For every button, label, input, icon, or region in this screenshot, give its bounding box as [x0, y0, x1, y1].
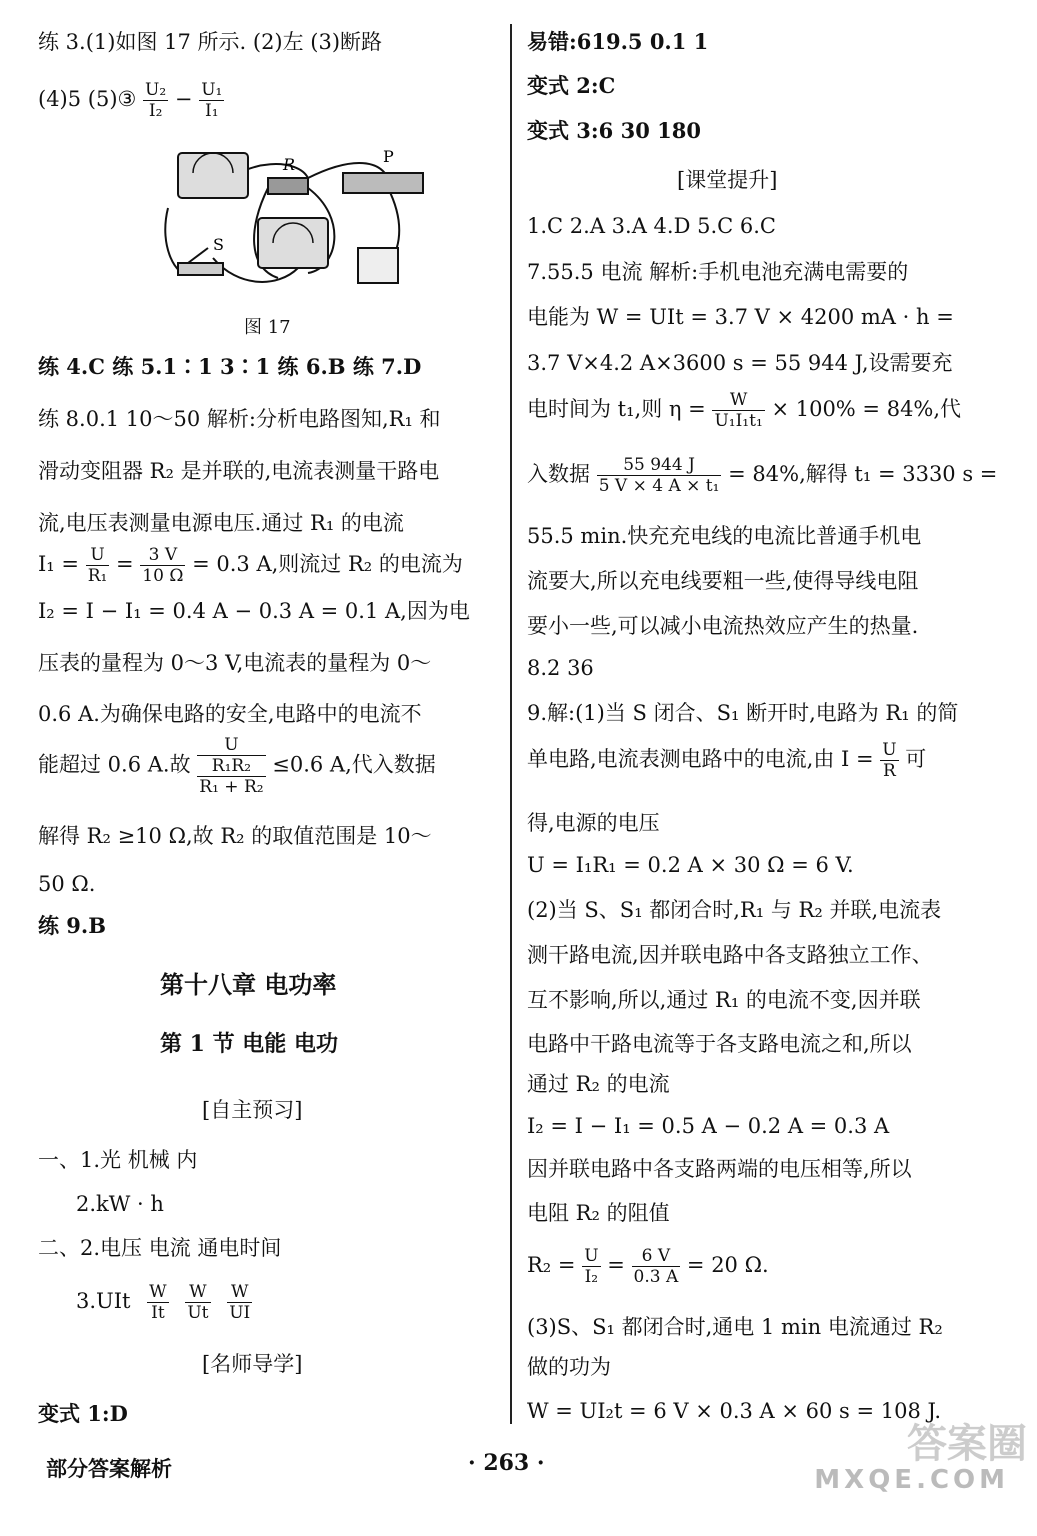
line: (3)S、S₁ 都闭合时,通电 1 min 电流通过 R₂: [527, 1315, 943, 1339]
resistor: [268, 178, 308, 194]
line: 互不影响,所以,通过 R₁ 的电流不变,因并联: [527, 988, 921, 1012]
line: [527, 390, 961, 431]
line: 9.解:(1)当 S 闭合、S₁ 断开时,电路为 R₁ 的简: [527, 701, 959, 725]
line: 要小一些,可以减小电流热效应产生的热量.: [527, 614, 919, 638]
line: 练 4.C 练 5.1∶1 3∶1 练 6.B 练 7.D: [38, 354, 422, 379]
switch: [178, 263, 223, 275]
line: [527, 1246, 769, 1287]
text: × 100% = 84%,代: [771, 397, 962, 421]
text: ≤0.6 A,代入数据: [272, 752, 436, 777]
fraction: $\frac{\text{U₁}}{\text{I₁}}$: [201, 80, 223, 121]
fraction: $\frac{U}{\text{R₁}}$: [87, 545, 108, 586]
line: 通过 R₂ 的电流: [527, 1072, 670, 1096]
line: U = I₁R₁ = 0.2 A × 30 Ω = 6 V.: [527, 853, 854, 877]
line: [38, 80, 224, 121]
line: [38, 28, 382, 56]
line: 电阻 R₂ 的阻值: [527, 1201, 670, 1225]
section-heading: [名师导学]: [202, 1352, 303, 1376]
circuit-figure: [158, 148, 428, 288]
section-heading: [课堂提升]: [677, 168, 778, 192]
line: 55.5 min.快充充电线的电流比普通手机电: [527, 524, 922, 548]
line: 流要大,所以充电线要粗一些,使得导线电阻: [527, 569, 919, 593]
watermark-logo: 答案圈: [907, 1421, 1027, 1467]
fraction: $\frac{W}{Ut}$: [187, 1282, 209, 1323]
line: 解得 R₂ ≥10 Ω,故 R₂ 的取值范围是 10～: [38, 824, 432, 848]
page-number: · 263 ·: [468, 1450, 545, 1476]
section-title: 第 1 节 电能 电功: [160, 1031, 338, 1057]
text: =: [607, 1253, 625, 1277]
line: 二、2.电压 电流 通电时间: [38, 1236, 282, 1260]
line: 1.C 2.A 3.A 4.D 5.C 6.C: [527, 214, 776, 238]
line: 滑动变阻器 R₂ 是并联的,电流表测量干路电: [38, 459, 440, 483]
line: 因并联电路中各支路两端的电压相等,所以: [527, 1157, 912, 1181]
footer-title: 部分答案解析: [46, 1457, 172, 1481]
fraction: $\frac{6 V}{0.3 A}$: [633, 1246, 679, 1287]
line: 变式 1:D: [38, 1401, 128, 1426]
voltmeter: [178, 153, 248, 198]
line: [76, 1282, 252, 1323]
line: 50 Ω.: [38, 872, 96, 896]
line: 电能为 W = UIt = 3.7 V × 4200 mA · h =: [527, 305, 954, 329]
line: 得,电源的电压: [527, 811, 660, 835]
line: 练 8.0.1 10～50 解析:分析电路图知,R₁ 和: [38, 407, 441, 431]
chapter-title: 第十八章 电功率: [160, 970, 337, 999]
text: −: [174, 87, 193, 111]
text: =: [116, 552, 134, 576]
line: [527, 740, 926, 781]
text: I₁ =: [38, 552, 79, 576]
fraction: $\frac{U}{R}$: [882, 740, 897, 781]
fraction: $\frac{W}{\text{U₁I₁t₁}}$: [714, 390, 763, 431]
line: W = UI₂t = 6 V × 0.3 A × 60 s = 108 J.: [527, 1399, 942, 1423]
battery: [358, 248, 398, 283]
text: 电时间为 t₁,则 η =: [527, 397, 706, 421]
line: 变式 3:6 30 180: [527, 118, 701, 143]
watermark: MXQE.COM: [814, 1465, 1009, 1495]
svg-text:R: R: [283, 155, 296, 174]
line: 测干路电流,因并联电路中各支路独立工作、: [527, 943, 933, 967]
fraction: U R₁R₂ R₁ + R₂: [199, 735, 264, 797]
fraction: $\frac{55 944 J}{\text{5 V × 4 A × t₁}}$: [598, 455, 720, 496]
fraction: $\frac{U}{\text{I₂}}$: [584, 1246, 599, 1287]
text: 能超过 0.6 A.故: [38, 752, 191, 777]
line: I₂ = I − I₁ = 0.5 A − 0.2 A = 0.3 A: [527, 1114, 890, 1138]
text: 3.UIt: [76, 1289, 131, 1313]
line: 电路中干路电流等于各支路电流之和,所以: [527, 1032, 912, 1056]
line: 8.2 36: [527, 656, 594, 680]
fraction: $\frac{3 V}{10 \Omega}$: [142, 545, 184, 586]
line: 做的功为: [527, 1355, 611, 1379]
svg-text:S: S: [213, 235, 224, 254]
text: 练 3.(1)如图 17 所示. (2)左 (3)断路: [38, 30, 383, 54]
svg-text:P: P: [383, 148, 394, 166]
line: 0.6 A.为确保电路的安全,电路中的电流不: [38, 702, 422, 726]
line: 变式 2:C: [527, 73, 616, 98]
text: (4)5 (5)③: [38, 87, 137, 111]
line: 3.7 V×4.2 A×3600 s = 55 944 J,设需要充: [527, 351, 953, 375]
text: 单电路,电流表测电路中的电流,由 I =: [527, 747, 874, 771]
text: 可: [905, 747, 927, 771]
line: [527, 455, 997, 496]
line: 压表的量程为 0～3 V,电流表的量程为 0～: [38, 651, 432, 675]
text: = 20 Ω.: [686, 1253, 769, 1277]
line: 易错:619.5 0.1 1: [527, 29, 709, 54]
text: = 0.3 A,则流过 R₂ 的电流为: [192, 552, 463, 576]
line: 7.55.5 电流 解析:手机电池充满电需要的: [527, 260, 909, 284]
line: 流,电压表测量电源电压.通过 R₁ 的电流: [38, 511, 404, 535]
fraction: $\frac{W}{UI}$: [229, 1282, 251, 1323]
line: 练 9.B: [38, 913, 106, 938]
line: I₂ = I − I₁ = 0.4 A − 0.3 A = 0.1 A,因为电: [38, 599, 470, 623]
line: 一、1.光 机械 内: [38, 1148, 198, 1172]
fraction: $\frac{\text{U₂}}{\text{I₂}}$: [145, 80, 167, 121]
text: = 84%,解得 t₁ = 3330 s =: [728, 462, 998, 486]
figure-caption: 图 17: [244, 317, 291, 338]
column-divider: [510, 24, 512, 1424]
line: 2.kW · h: [76, 1192, 164, 1216]
line: [38, 735, 436, 797]
line: [38, 545, 463, 586]
text: 入数据: [527, 462, 590, 486]
ammeter: [258, 218, 328, 268]
rheostat: [343, 173, 423, 193]
section-heading: [自主预习]: [202, 1098, 303, 1122]
fraction: $\frac{W}{It}$: [149, 1282, 167, 1323]
line: (2)当 S、S₁ 都闭合时,R₁ 与 R₂ 并联,电流表: [527, 898, 942, 922]
text: R₂ =: [527, 1253, 576, 1277]
